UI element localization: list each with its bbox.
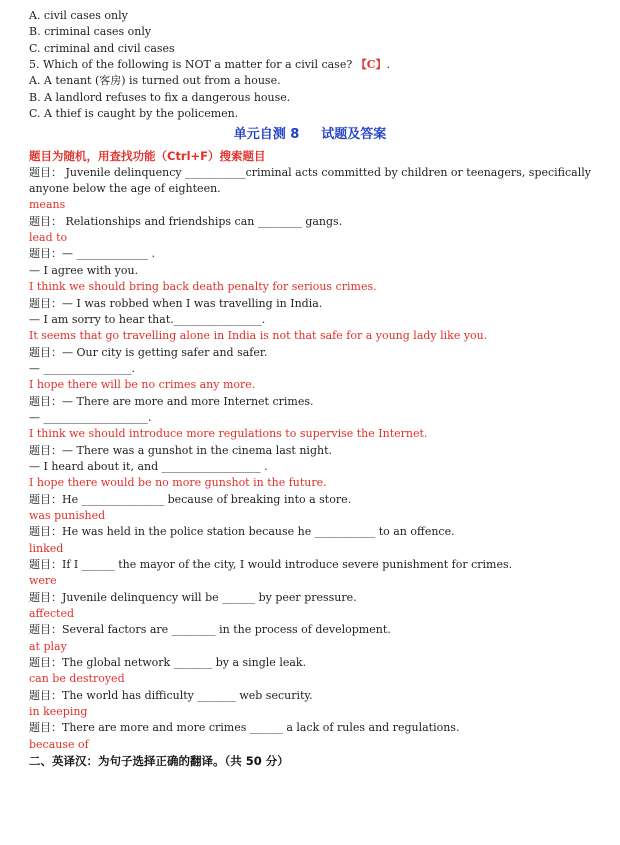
answer-text: I think we should bring back death penalty for serious crimes. (29, 280, 377, 294)
question-text: 题目：— _____________ . (29, 247, 155, 261)
answer-text: lead to (29, 231, 68, 245)
question-list (29, 165, 620, 753)
question-text-line: — I heard about it, and __________________ . (29, 459, 268, 473)
q5-option-a: A. A tenant (客房) is turned out from a house. (29, 74, 281, 88)
question-text-line: — ___________________. (29, 410, 152, 424)
question-text: 题目：— There was a gunshot in the cinema last night. (29, 443, 332, 457)
question-text: 题目：— I was robbed when I was travelling in India. (29, 296, 323, 310)
question-text: 题目：The global network _______ by a single leak. (29, 656, 307, 670)
search-notice: 题目为随机，用查找功能（Ctrl+F）搜索题目 (29, 149, 266, 164)
answer-text: I hope there would be no more gunshot in the future. (29, 476, 327, 490)
answer-text: was punished (29, 508, 106, 522)
answer-text: means (29, 198, 66, 212)
question-text: 题目：There are more and more crimes ______ a lack of rules and regulations. (29, 721, 460, 735)
section-2-heading: 二、英译汉：为句子选择正确的翻译。（共 50 分） (29, 754, 289, 769)
question-5-text: 5. Which of the following is NOT a matter for a civil case? (29, 58, 353, 72)
question-5 (29, 57, 620, 73)
question-text: 题目：The world has difficulty _______ web security. (29, 688, 313, 702)
question-text: 题目：He was held in the police station because he ___________ to an offence. (29, 525, 455, 539)
answer-text: can be destroyed (29, 672, 125, 686)
option-c: C. criminal and civil cases (29, 41, 175, 55)
question-text: 题目：Several factors are ________ in the process of development. (29, 623, 391, 637)
question-text-line: — I agree with you. (29, 263, 139, 277)
question-text: 题目： Juvenile delinquency ___________criminal acts committed by children or teenagers, specifically anyone below the age of eighteen. (29, 165, 591, 196)
question-text-line: — ________________. (29, 361, 135, 375)
question-5-period: . (386, 58, 391, 72)
question-text: 题目：— Our city is getting safer and safer. (29, 345, 268, 359)
question-text: 题目： Relationships and friendships can ________ gangs. (29, 214, 343, 228)
option-b: B. criminal cases only (29, 25, 152, 39)
question-5-answer: 【C】 (355, 58, 387, 72)
section-title-unit: 单元自测 8 (233, 127, 300, 143)
question-text: 题目：Juvenile delinquency will be ______ by peer pressure. (29, 590, 357, 604)
answer-text: at play (29, 639, 67, 653)
answer-text: affected (29, 607, 75, 621)
option-a: A. civil cases only (29, 9, 128, 22)
section-title-answers: 试题及答案 (321, 127, 387, 143)
question-text: 题目：If I ______ the mayor of the city, I would introduce severe punishment for crimes. (29, 558, 513, 571)
answer-text: were (29, 574, 57, 588)
answer-text: linked (29, 541, 64, 555)
answer-text: because of (29, 737, 89, 751)
answer-text: I think we should introduce more regulations to supervise the Internet. (29, 427, 428, 441)
section-title (29, 122, 620, 148)
answer-text: I hope there will be no crimes any more. (29, 378, 256, 392)
question-text: 题目：He _______________ because of breaking into a store. (29, 492, 352, 506)
q5-option-c: C. A thief is caught by the policemen. (29, 107, 239, 121)
answer-text: It seems that go travelling alone in India is not that safe for a young lady like you. (29, 329, 488, 343)
answer-text: in keeping (29, 705, 88, 719)
question-text-line: — I am sorry to hear that.________________. (29, 312, 266, 326)
q5-option-b: B. A landlord refuses to fix a dangerous house. (29, 90, 291, 104)
question-text: 题目：— There are more and more Internet crimes. (29, 394, 314, 408)
